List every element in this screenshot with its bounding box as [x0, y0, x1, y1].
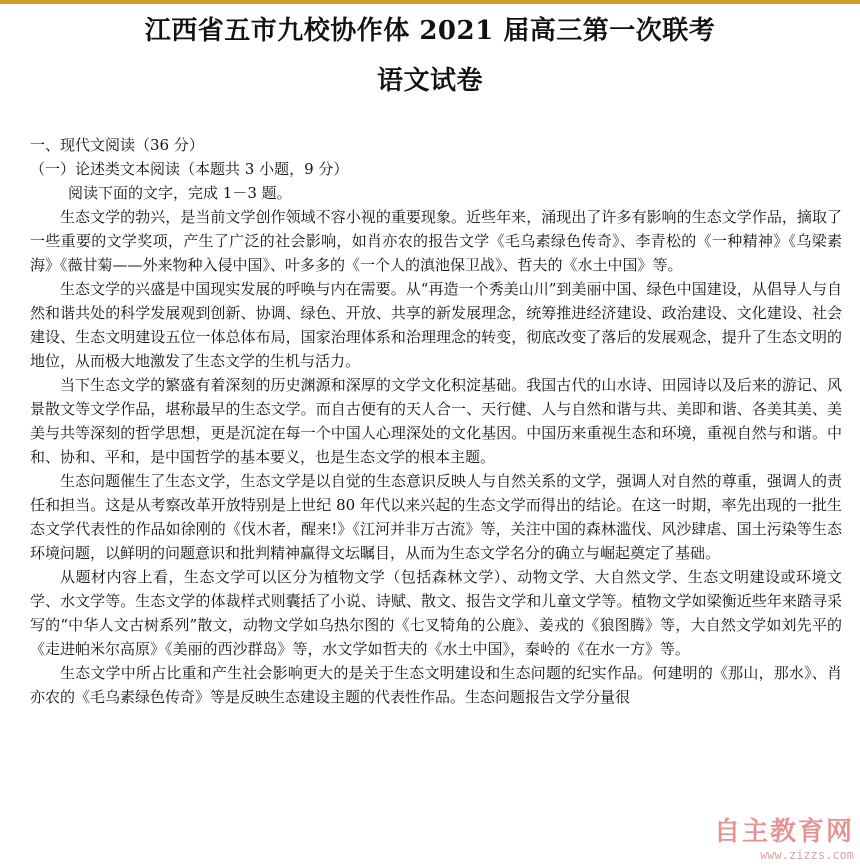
top-gold-rule	[0, 0, 860, 4]
section-heading: 一、现代文阅读（36 分）	[30, 136, 204, 154]
section-subheading: （一）论述类文本阅读（本题共 3 小题，9 分）	[30, 160, 349, 178]
paragraph-1: 生态文学的勃兴，是当前文学创作领域不容小视的重要现象。近些年来，涌现出了许多有影响的生态文学作品，摘取了一些重要的文学奖项，产生了广泛的社会影响，如肖亦农的报告文学《毛乌素绿色传奇》、李青松的《一种精神》《乌梁素海》《薇甘菊——外来物种入侵中国》、叶多多的《一个人的滇池保卫战》、哲夫的《水土中国》等。	[30, 208, 842, 274]
watermark-text: 自主教育网	[713, 817, 854, 847]
reading-instruction: 阅读下面的文字，完成 1－3 题。	[68, 184, 292, 202]
paragraph-6: 生态文学中所占比重和产生社会影响更大的是关于生态文明建设和生态问题的纪实作品。何建明的《那山，那水》、肖亦农的《毛乌素绿色传奇》等是反映生态建设主题的代表性作品。生态问题报告文学分量很	[30, 664, 842, 706]
paragraph-5: 从题材内容上看，生态文学可以区分为植物文学（包括森林文学）、动物文学、大自然文学、生态文明建设或环境文学、水文学等。生态文学的体裁样式则囊括了小说、诗赋、散文、报告文学和儿童文学等。植物文学如梁衡近些年来踏寻采写的“中华人文古树系列”散文，动物文学如乌热尔图的《七叉犄角的公鹿》、姜戎的《狼图腾》等，大自然文学如刘先平的《走进帕米尔高原》《美丽的西沙群岛》等，水文学如哲夫的《水土中国》，秦岭的《在水一方》等。	[30, 568, 842, 658]
paragraph-4: 生态问题催生了生态文学，生态文学是以自觉的生态意识反映人与自然关系的文学，强调人对自然的尊重，强调人的责任和担当。这是从考察改革开放特别是上世纪 80 年代以来兴起的生态文学而得出的结论。在这一时期，率先出现的一批生态文学代表性的作品如徐刚的《伐木者，醒来!》《江河并非万古流》等，关注中国的森林滥伐、风沙肆虐、国土污染等生态环境问题，以鲜明的问题意识和批判精神赢得文坛瞩目，从而为生态文学名分的确立与崛起奠定了基础。	[30, 472, 842, 562]
watermark-url: www.zizzs.com	[760, 848, 854, 862]
exam-title: 江西省五市九校协作体 2021 届高三第一次联考	[144, 16, 716, 46]
site-watermark	[714, 811, 854, 862]
paragraph-2: 生态文学的兴盛是中国现实发展的呼唤与内在需要。从“再造一个秀美山川”到美丽中国、绿色中国建设，从倡导人与自然和谐共处的科学发展观到创新、协调、绿色、开放、共享的新发展理念，统筹推进经济建设、政治建设、文化建设、社会建设、生态文明建设五位一体总体布局，国家治理体系和治理理念的转变，彻底改变了落后的发展观念，提升了生态文明的地位，从而极大地激发了生态文学的生机与活力。	[30, 280, 842, 370]
document-body	[30, 133, 842, 709]
paragraph-3: 当下生态文学的繁盛有着深刻的历史渊源和深厚的文学文化积淀基础。我国古代的山水诗、田园诗以及后来的游记、风景散文等文学作品，堪称最早的生态文学。而自古便有的天人合一、天行健、人与自然和谐与共、美即和谐、各美其美、美美与共等深刻的哲学思想，更是沉淀在每一个中国人心理深处的文化基因。中国历来重视生态和环境，重视自然与和谐。中和、协和、平和，是中国哲学的基本要义，也是生态文学的根本主题。	[30, 376, 842, 466]
exam-subtitle: 语文试卷	[376, 66, 483, 96]
